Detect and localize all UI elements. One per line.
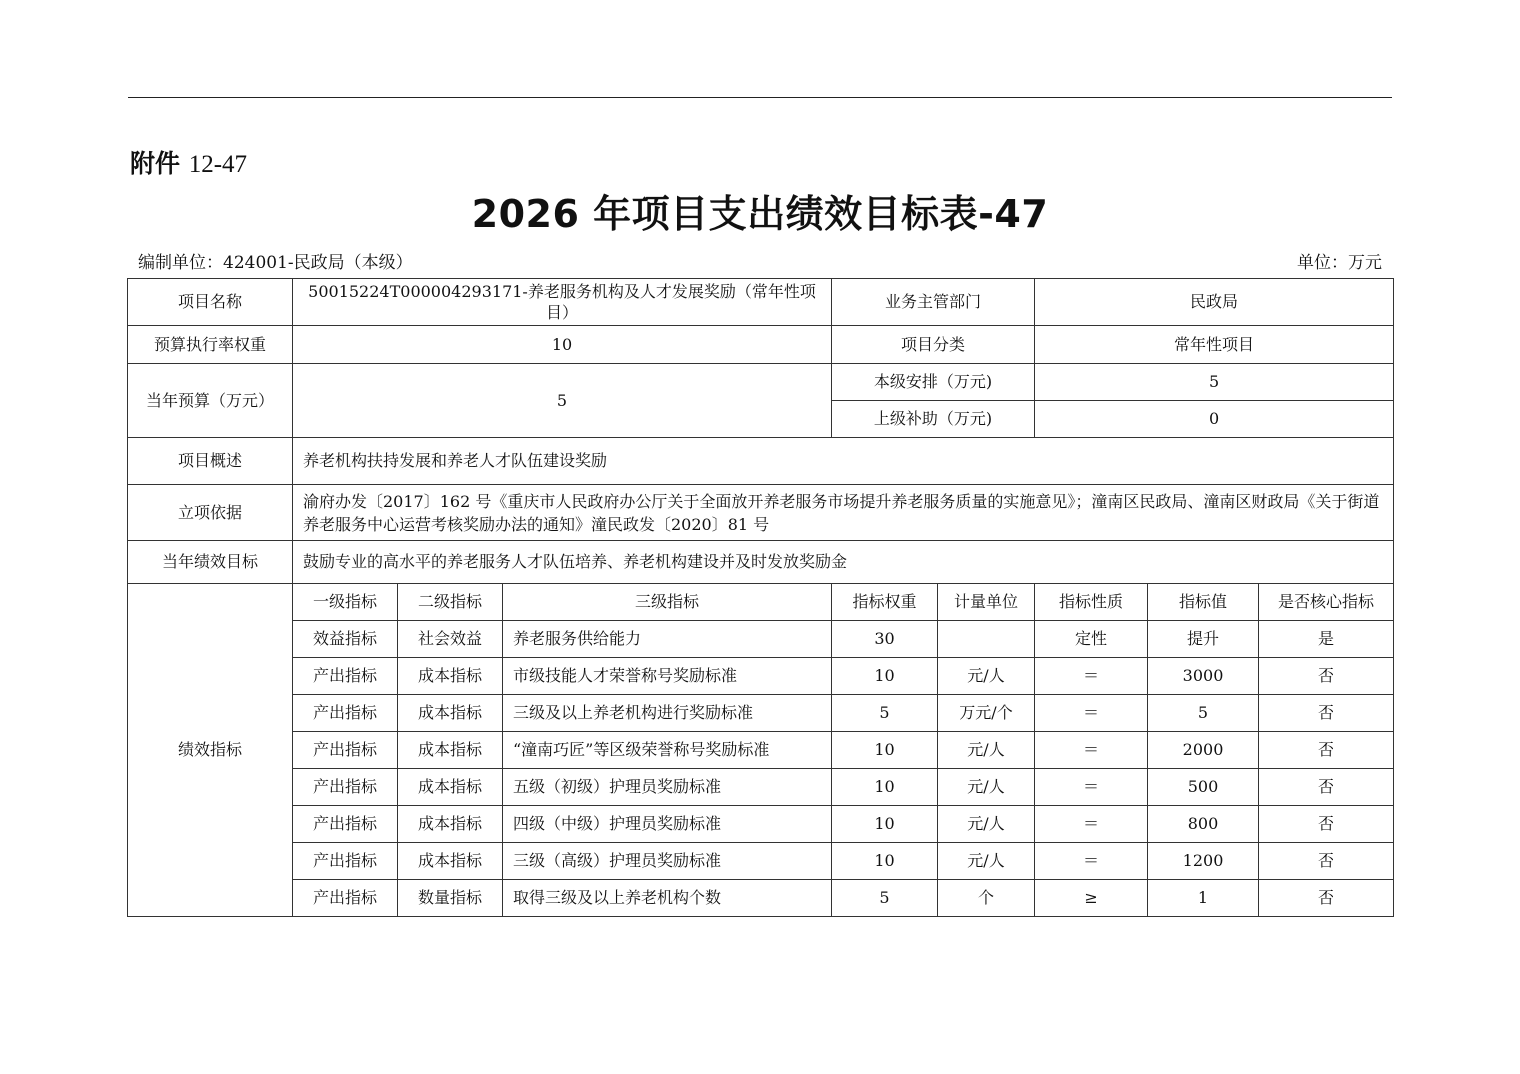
cell-core: 否 xyxy=(1259,695,1394,732)
cell-weight: 5 xyxy=(832,880,938,917)
attachment-prefix: 附件 xyxy=(130,149,181,178)
cell-level2: 成本指标 xyxy=(398,806,503,843)
cell-weight: 10 xyxy=(832,732,938,769)
table-row xyxy=(128,843,1394,880)
cell-level3: 三级（高级）护理员奖励标准 xyxy=(503,843,832,880)
cell-nature: 定性 xyxy=(1035,621,1148,658)
cell-level3: 取得三级及以上养老机构个数 xyxy=(503,880,832,917)
overview-label: 项目概述 xyxy=(128,438,293,485)
budget-value: 5 xyxy=(293,364,832,438)
cell-unit xyxy=(938,621,1035,658)
cell-level1: 产出指标 xyxy=(293,732,398,769)
cell-unit: 个 xyxy=(938,880,1035,917)
cell-unit: 元/人 xyxy=(938,843,1035,880)
cell-value: 3000 xyxy=(1148,658,1259,695)
cell-core: 否 xyxy=(1259,658,1394,695)
header-level1: 一级指标 xyxy=(293,584,398,621)
cell-level2: 成本指标 xyxy=(398,695,503,732)
header-rule xyxy=(128,97,1392,98)
cell-nature: ＝ xyxy=(1035,695,1148,732)
cell-nature: ＝ xyxy=(1035,843,1148,880)
cell-weight: 10 xyxy=(832,769,938,806)
cell-level3: “潼南巧匠”等区级荣誉称号奖励标准 xyxy=(503,732,832,769)
cell-core: 否 xyxy=(1259,843,1394,880)
cell-level1: 效益指标 xyxy=(293,621,398,658)
cell-value: 提升 xyxy=(1148,621,1259,658)
table-row xyxy=(128,695,1394,732)
cell-weight: 10 xyxy=(832,658,938,695)
table-row xyxy=(128,769,1394,806)
table-row xyxy=(128,732,1394,769)
cell-level2: 成本指标 xyxy=(398,732,503,769)
header-level3: 三级指标 xyxy=(503,584,832,621)
performance-target-table xyxy=(127,278,1394,917)
table-row xyxy=(128,621,1394,658)
category-label: 项目分类 xyxy=(832,326,1035,364)
attachment-number: 12-47 xyxy=(188,151,248,178)
cell-weight: 5 xyxy=(832,695,938,732)
cell-level3: 五级（初级）护理员奖励标准 xyxy=(503,769,832,806)
dept-value: 民政局 xyxy=(1035,279,1394,326)
cell-core: 是 xyxy=(1259,621,1394,658)
cell-nature: ＝ xyxy=(1035,806,1148,843)
cell-core: 否 xyxy=(1259,769,1394,806)
header-core: 是否核心指标 xyxy=(1259,584,1394,621)
cell-weight: 10 xyxy=(832,806,938,843)
header-level2: 二级指标 xyxy=(398,584,503,621)
table-row xyxy=(128,658,1394,695)
upper-subsidy-label: 上级补助（万元) xyxy=(832,401,1035,438)
cell-level1: 产出指标 xyxy=(293,843,398,880)
cell-level1: 产出指标 xyxy=(293,695,398,732)
goal-label: 当年绩效目标 xyxy=(128,541,293,584)
cell-core: 否 xyxy=(1259,880,1394,917)
cell-level3: 养老服务供给能力 xyxy=(503,621,832,658)
cell-core: 否 xyxy=(1259,732,1394,769)
header-value: 指标值 xyxy=(1148,584,1259,621)
cell-level2: 数量指标 xyxy=(398,880,503,917)
indicator-header-row xyxy=(128,584,1394,621)
cell-nature: ＝ xyxy=(1035,769,1148,806)
cell-value: 5 xyxy=(1148,695,1259,732)
attachment-label xyxy=(130,144,247,180)
project-name-label: 项目名称 xyxy=(128,279,293,326)
compiling-unit: 编制单位：424001-民政局（本级） xyxy=(138,253,413,273)
cell-level2: 成本指标 xyxy=(398,769,503,806)
cell-weight: 10 xyxy=(832,843,938,880)
cell-unit: 万元/个 xyxy=(938,695,1035,732)
cell-value: 1 xyxy=(1148,880,1259,917)
cell-nature: ＝ xyxy=(1035,658,1148,695)
dept-label: 业务主管部门 xyxy=(832,279,1035,326)
cell-unit: 元/人 xyxy=(938,806,1035,843)
cell-level3: 市级技能人才荣誉称号奖励标准 xyxy=(503,658,832,695)
cell-nature: ＝ xyxy=(1035,732,1148,769)
basis-label: 立项依据 xyxy=(128,485,293,541)
cell-level2: 成本指标 xyxy=(398,658,503,695)
overview-value: 养老机构扶持发展和养老人才队伍建设奖励 xyxy=(293,438,1394,485)
table-row xyxy=(128,806,1394,843)
cell-nature: ≥ xyxy=(1035,880,1148,917)
budget-label: 当年预算（万元） xyxy=(128,364,293,438)
project-name-value: 50015224T000004293171-养老服务机构及人才发展奖励（常年性项目） xyxy=(293,279,832,326)
upper-subsidy-value: 0 xyxy=(1035,401,1394,438)
header-weight: 指标权重 xyxy=(832,584,938,621)
weight-label: 预算执行率权重 xyxy=(128,326,293,364)
cell-value: 500 xyxy=(1148,769,1259,806)
table-row xyxy=(128,880,1394,917)
local-budget-label: 本级安排（万元) xyxy=(832,364,1035,401)
cell-unit: 元/人 xyxy=(938,658,1035,695)
cell-value: 800 xyxy=(1148,806,1259,843)
cell-level2: 成本指标 xyxy=(398,843,503,880)
cell-unit: 元/人 xyxy=(938,769,1035,806)
cell-weight: 30 xyxy=(832,621,938,658)
cell-level1: 产出指标 xyxy=(293,880,398,917)
category-value: 常年性项目 xyxy=(1035,326,1394,364)
cell-core: 否 xyxy=(1259,806,1394,843)
header-nature: 指标性质 xyxy=(1035,584,1148,621)
basis-value: 渝府办发〔2017〕162 号《重庆市人民政府办公厅关于全面放开养老服务市场提升养老服务质量的实施意见》；潼南区民政局、潼南区财政局《关于街道养老服务中心运营考核奖励办法的通知》潼民政发〔2020〕81 号 xyxy=(293,485,1394,541)
cell-unit: 元/人 xyxy=(938,732,1035,769)
cell-level1: 产出指标 xyxy=(293,806,398,843)
cell-level1: 产出指标 xyxy=(293,658,398,695)
cell-level2: 社会效益 xyxy=(398,621,503,658)
indicators-section-label: 绩效指标 xyxy=(128,584,293,917)
currency-unit: 单位：万元 xyxy=(1297,253,1382,273)
local-budget-value: 5 xyxy=(1035,364,1394,401)
cell-value: 2000 xyxy=(1148,732,1259,769)
cell-level1: 产出指标 xyxy=(293,769,398,806)
cell-level3: 四级（中级）护理员奖励标准 xyxy=(503,806,832,843)
cell-level3: 三级及以上养老机构进行奖励标准 xyxy=(503,695,832,732)
goal-value: 鼓励专业的高水平的养老服务人才队伍培养、养老机构建设并及时发放奖励金 xyxy=(293,541,1394,584)
cell-value: 1200 xyxy=(1148,843,1259,880)
header-unit: 计量单位 xyxy=(938,584,1035,621)
weight-value: 10 xyxy=(293,326,832,364)
document-title: 2026 年项目支出绩效目标表-47 xyxy=(471,192,1049,236)
